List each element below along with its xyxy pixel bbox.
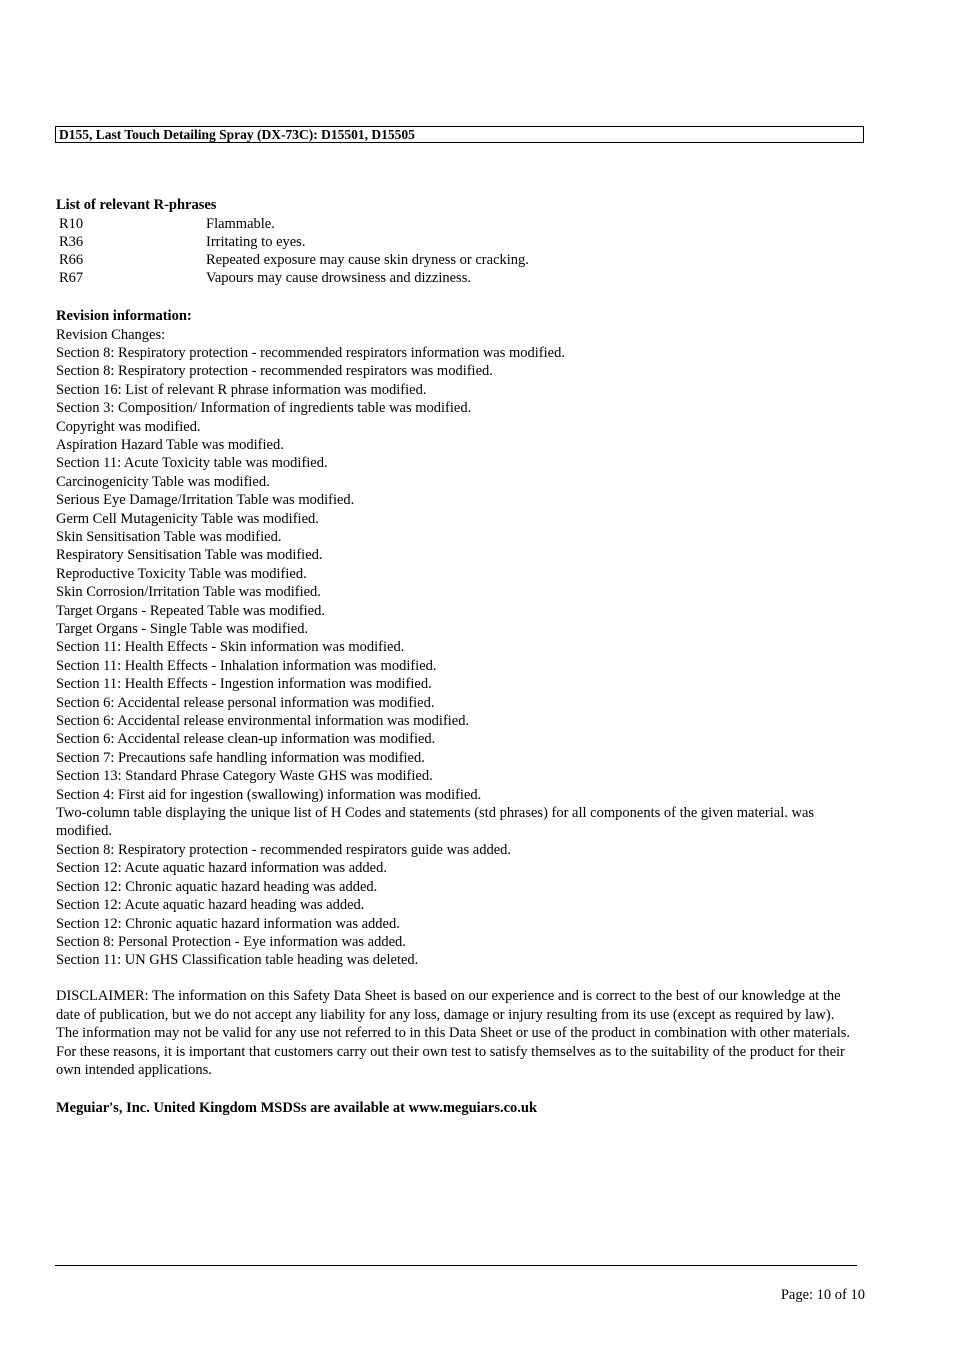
revision-changes-list xyxy=(56,344,856,970)
r-phrase-text: Irritating to eyes. xyxy=(206,233,306,250)
r-phrase-text: Repeated exposure may cause skin dryness or cracking. xyxy=(206,252,529,269)
revision-change-item: Reproductive Toxicity Table was modified. xyxy=(56,565,307,582)
r-phrase-row xyxy=(56,215,529,233)
revision-change-item: Section 12: Acute aquatic hazard information was added. xyxy=(56,860,387,877)
revision-change-item: Two-column table displaying the unique list of H Codes and statements (std phrases) for all components of the given material. was modified. xyxy=(56,805,815,840)
revision-change-item: Section 11: Acute Toxicity table was modified. xyxy=(56,455,328,472)
r-phrases-section xyxy=(56,196,856,288)
revision-change-item: Serious Eye Damage/Irritation Table was modified. xyxy=(56,492,355,509)
revision-change-item: Target Organs - Single Table was modified. xyxy=(56,621,309,637)
revision-change-item: Section 11: UN GHS Classification table heading was deleted. xyxy=(56,952,419,969)
revision-change-item: Section 12: Chronic aquatic hazard heading was added. xyxy=(56,878,378,895)
revision-subheading: Revision Changes: xyxy=(56,326,166,343)
disclaimer-text: DISCLAIMER: The information on this Safety Data Sheet is based on our experience and is correct to the best of our knowledge at the date of publication, but we do not accept any liability for any loss, damage or injury resulting from its use (except as required by law). The information may not be valid for any use not referred to in this Data Sheet or use of the product in combination with other materials. For these reasons, it is important that customers carry out their own test to satisfy themselves as to the suitability of the product for their own intended applications. xyxy=(56,988,851,1079)
revision-change-item: Section 6: Accidental release personal information was modified. xyxy=(56,694,435,711)
r-phrases-table xyxy=(56,215,529,288)
revision-change-item: Section 7: Precautions safe handling information was modified. xyxy=(56,749,425,766)
revision-change-item: Section 8: Respiratory protection - recommended respirators information was modified. xyxy=(56,344,565,361)
revision-change-item: Copyright was modified. xyxy=(56,418,201,435)
page-number: Page: 10 of 10 xyxy=(780,1287,865,1303)
revision-change-item: Section 12: Chronic aquatic hazard information was added. xyxy=(56,915,400,932)
disclaimer-section xyxy=(56,987,856,1080)
revision-change-item: Section 6: Accidental release clean-up information was modified. xyxy=(56,731,436,748)
revision-section xyxy=(56,307,856,970)
r-phrase-row xyxy=(56,233,529,251)
revision-change-item: Section 4: First aid for ingestion (swallowing) information was modified. xyxy=(56,786,482,803)
revision-change-item: Aspiration Hazard Table was modified. xyxy=(56,436,284,453)
revision-change-item: Section 8: Respiratory protection - recommended respirators guide was added. xyxy=(56,841,512,858)
revision-change-item: Section 16: List of relevant R phrase information was modified. xyxy=(56,381,427,398)
product-title-header: D155, Last Touch Detailing Spray (DX-73C): D15501, D15505 xyxy=(55,126,864,143)
footer-divider xyxy=(55,1265,857,1266)
revision-change-item: Section 8: Respiratory protection - recommended respirators was modified. xyxy=(56,363,493,380)
r-phrase-row xyxy=(56,251,529,269)
revision-heading: Revision information: xyxy=(56,308,192,324)
r-phrase-text: Vapours may cause drowsiness and dizziness. xyxy=(206,270,471,287)
revision-change-item: Skin Corrosion/Irritation Table was modified. xyxy=(56,584,321,601)
r-phrases-heading: List of relevant R-phrases xyxy=(56,197,217,213)
revision-change-item: Section 3: Composition/ Information of ingredients table was modified. xyxy=(56,400,472,417)
r-phrase-code: R36 xyxy=(59,233,84,250)
revision-change-item: Section 12: Acute aquatic hazard heading was added. xyxy=(56,897,365,914)
revision-change-item: Section 11: Health Effects - Ingestion information was modified. xyxy=(56,676,432,693)
r-phrase-code: R10 xyxy=(59,215,84,232)
revision-change-item: Section 8: Personal Protection - Eye information was added. xyxy=(56,933,406,950)
availability-note: Meguiar's, Inc. United Kingdom MSDSs are available at www.meguiars.co.uk xyxy=(56,1100,538,1116)
revision-change-item: Carcinogenicity Table was modified. xyxy=(56,473,270,490)
revision-change-item: Section 11: Health Effects - Skin information was modified. xyxy=(56,639,405,656)
r-phrase-row xyxy=(56,269,529,287)
revision-change-item: Section 6: Accidental release environmental information was modified. xyxy=(56,713,470,730)
revision-change-item: Skin Sensitisation Table was modified. xyxy=(56,528,282,545)
revision-change-item: Section 11: Health Effects - Inhalation information was modified. xyxy=(56,657,437,674)
revision-change-item: Section 13: Standard Phrase Category Waste GHS was modified. xyxy=(56,768,433,785)
r-phrase-code: R66 xyxy=(59,252,84,269)
availability-section xyxy=(56,1099,856,1117)
revision-change-item: Respiratory Sensitisation Table was modified. xyxy=(56,547,323,564)
r-phrase-code: R67 xyxy=(59,270,84,287)
r-phrase-text: Flammable. xyxy=(206,215,275,232)
revision-change-item: Target Organs - Repeated Table was modified. xyxy=(56,602,325,619)
revision-change-item: Germ Cell Mutagenicity Table was modified. xyxy=(56,510,319,527)
